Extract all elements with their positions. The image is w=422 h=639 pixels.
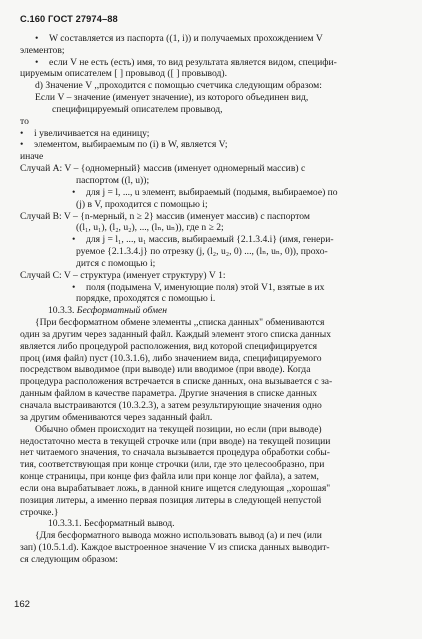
text-line	[20, 68, 402, 80]
line-text: ся следующим образом:	[20, 553, 118, 565]
text-line	[20, 471, 402, 483]
bullet-marker: •	[72, 281, 76, 293]
line-text: данным файлом в качестве параметра. Другие значения в списке данных	[20, 388, 318, 400]
line-text: паспортом ((l, u));	[76, 174, 150, 186]
line-text: конце страницы, при конце физ файла или при конце лог файла), а затем,	[20, 471, 319, 483]
line-text: d) Значение V ,,проходится с помощью счетчика следующим образом:	[35, 80, 322, 92]
text-line	[20, 507, 402, 519]
line-text: иначе	[20, 151, 44, 163]
text-line	[20, 376, 402, 388]
line-text: недостаточно места в текущей строчке или (при вводе) на текущей позиции	[20, 435, 331, 447]
line-text: {При бесформатном обмене элементы ,,списка данных" обмениваются	[35, 317, 325, 329]
text-line	[20, 412, 402, 424]
line-text: порядке, проходятся с помощью i.	[76, 293, 216, 305]
text-line	[20, 305, 402, 317]
line-text: руемое {2.1.3.4.j} по отрезку (j, (l₂, u₂, 0) ..., (lₙ, uₙ, 0)), прохо-	[76, 246, 328, 258]
line-text: тия, соответствующая при конце строчки (или, где это целесообразно, при	[20, 459, 325, 471]
line-text: посредством выводимое (при выводе) или вводимое (при вводе). Когда	[20, 364, 311, 376]
text-line	[20, 57, 402, 69]
text-line	[20, 258, 402, 270]
line-text: элементом, выбираемым по (i) в W, является V;	[34, 139, 228, 151]
text-line	[20, 211, 402, 223]
text-line	[20, 400, 402, 412]
text-line	[20, 246, 402, 258]
page-number: 162	[14, 599, 31, 610]
text-line	[20, 436, 402, 448]
line-text: проц (имя файл) пуст (10.3.1.6), либо значением вида, специфицируемого	[20, 352, 322, 364]
text-line	[20, 199, 402, 211]
text-line	[20, 388, 402, 400]
text-line	[20, 282, 402, 294]
line-text: один за другим через заданный файл. Каждый элемент этого списка данных	[20, 328, 332, 340]
line-text: строчке.}	[20, 506, 59, 518]
line-text: для j = l₁, ..., u₁ массив, выбираемый {2.1.3.4.i} (имя, генери-	[86, 234, 334, 246]
line-text: Обычно обмен происходит на текущей позиции, но если (при выводе)	[35, 423, 322, 435]
text-line	[20, 329, 402, 341]
line-text: Случай C: V – структура (именует структуру) V 1:	[20, 269, 226, 281]
text-line	[20, 483, 402, 495]
line-text: специфицируемый описателем провывод,	[52, 103, 223, 115]
text-line	[20, 518, 402, 530]
line-text: сначала выстраиваются (10.3.2.3), а затем результирующие значения одно	[20, 400, 322, 411]
text-line	[20, 128, 402, 140]
line-text: Случай B: V – {n-мерный, n ≥ 2} массив (именует массив) с паспортом	[20, 210, 310, 222]
text-line	[20, 163, 402, 175]
line-text: если она вырабатывает ложь, в данной книге ищется следующая ,,хорошая"	[20, 482, 331, 494]
line-text: если V не есть (есть) имя, то вид результата является видом, специфи-	[49, 56, 337, 68]
line-text: 10.3.3.1. Бесформатный вывод.	[48, 518, 175, 530]
bullet-marker: •	[35, 56, 39, 68]
bullet-marker: •	[35, 32, 39, 44]
text-line	[20, 293, 402, 305]
line-text: цируемым описателем [ ] провывод ([ ] провывод).	[20, 68, 227, 80]
text-line	[20, 364, 402, 376]
text-line	[20, 317, 402, 329]
page-header: С.160 ГОСТ 27974–88	[20, 14, 118, 24]
line-text: 10.3.3.	[48, 305, 77, 317]
line-text: позиция литеры, а именно первая позиция литеры в следующей непустой	[20, 494, 322, 506]
line-text: является либо процедурой расположения, вид которой специфицируется	[20, 340, 318, 352]
text-line	[20, 495, 402, 507]
text-line	[20, 424, 402, 436]
text-line	[20, 341, 402, 353]
bullet-marker: •	[72, 234, 76, 246]
text-line	[20, 139, 402, 151]
text-line	[20, 45, 402, 57]
line-text: ((l₁, u₁), (l₂, u₂), ..., (lₙ, uₙ)), где n ≥ 2;	[76, 222, 224, 234]
text-line	[20, 80, 402, 92]
line-text: поля (подымена V, именующие поля) этой V1, взятые в их	[86, 281, 325, 293]
bullet-marker: •	[20, 127, 24, 139]
text-line	[20, 104, 402, 116]
text-line	[20, 353, 402, 365]
line-text: зап) (10.5.1.d). Каждое выстроенное значение V из списка данных выводит-	[20, 542, 330, 554]
bullet-marker: •	[72, 186, 76, 198]
line-text: дится с помощью i;	[76, 257, 156, 269]
line-text: Случай A: V – {одномерный} массив (именует одномерный массив) с	[20, 163, 306, 175]
text-line	[20, 459, 402, 471]
line-text: W составляется из паспорта ((1, i)) и получаемых прохождением V	[49, 32, 323, 44]
document-body	[20, 33, 402, 566]
text-line	[20, 187, 402, 199]
text-line	[20, 116, 402, 128]
text-line	[20, 33, 402, 45]
text-line	[20, 270, 402, 282]
bullet-marker: •	[20, 139, 24, 151]
text-line	[20, 542, 402, 554]
line-text: процедура расположения встречается в списке данных, она вызывается с за-	[20, 376, 333, 388]
text-line	[20, 151, 402, 163]
line-text: {Для бесформатного вывода можно использовать вывод (а) и печ (или	[35, 530, 322, 542]
line-text: элементов;	[20, 44, 65, 56]
line-text: за другим обмениваются через заданный файл.	[20, 411, 213, 423]
line-text: i увеличивается на единицу;	[34, 127, 150, 139]
line-text: Если V – значение (именует значение), из которого объединен вид,	[35, 92, 309, 104]
text-line	[20, 92, 402, 104]
text-line	[20, 234, 402, 246]
text-line	[20, 447, 402, 459]
text-line	[20, 175, 402, 187]
text-line	[20, 530, 402, 542]
text-line	[20, 554, 402, 566]
text-line	[20, 222, 402, 234]
line-text: то	[20, 115, 29, 127]
line-text: для j = l, ..., u элемент, выбираемый (подымя, выбираемое) по	[86, 186, 338, 198]
line-text: нет читаемого значения, то сначала вызывается процедура обработки собы-	[20, 447, 330, 459]
line-text: (j) в V, проходится с помощью i;	[76, 198, 208, 210]
section-title-italic: Бесформатный обмен	[76, 305, 167, 317]
